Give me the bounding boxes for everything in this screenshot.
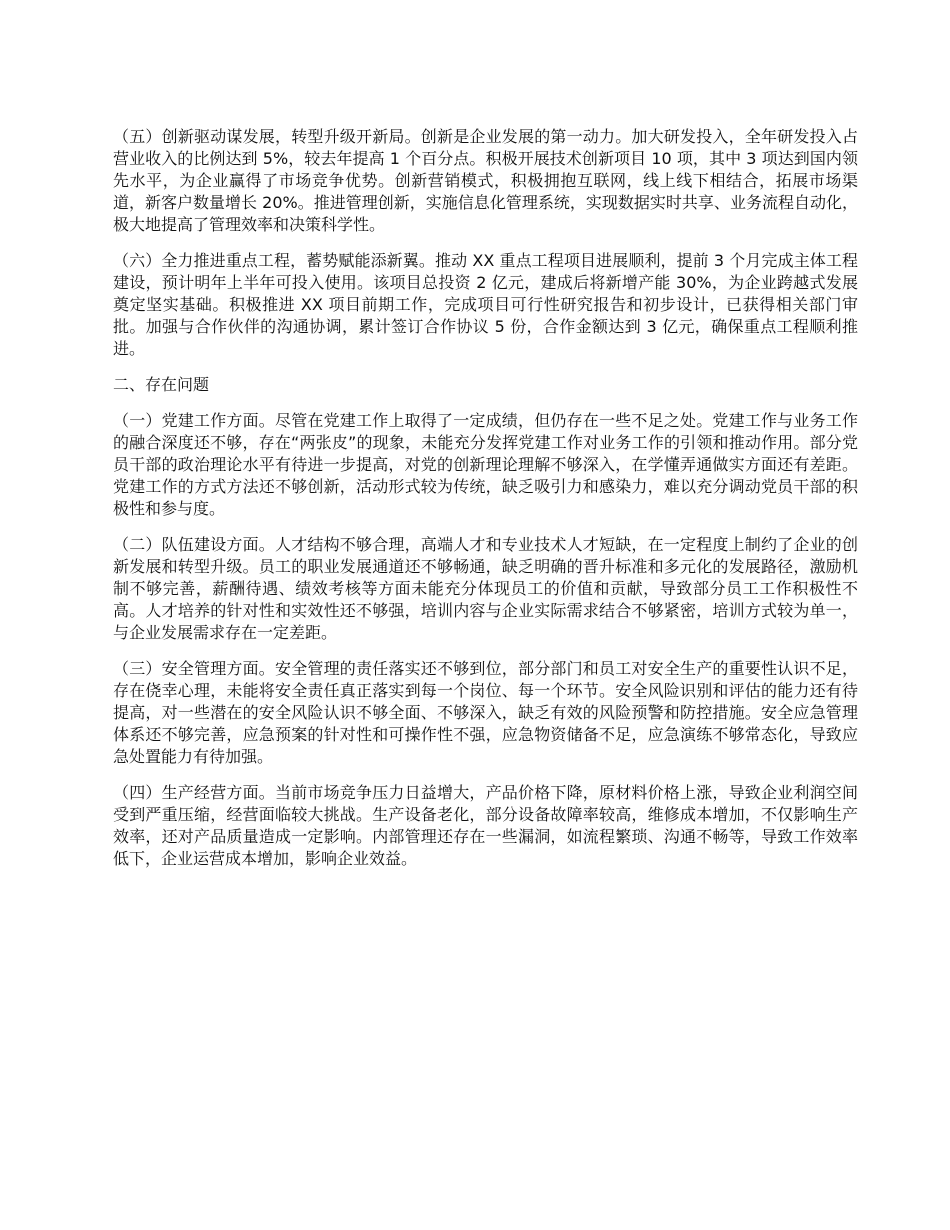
- document-page: [113, 126, 858, 884]
- paragraph-innovation: （五）创新驱动谋发展，转型升级开新局。创新是企业发展的第一动力。加大研发投入，全年研发投入占营业收入的比例达到 5%，较去年提高 1 个百分点。积极开展技术创新项目 10 项，其中 3 项达到国内领先水平，为企业赢得了市场竞争优势。创新营销模式，积极拥抱互联网，线上线下相结合，拓展市场渠道，新客户数量增长 20%。推进管理创新，实施信息化管理系统，实现数据实时共享、业务流程自动化，极大地提高了管理效率和决策科学性。: [113, 127, 858, 234]
- paragraph-production-operations: （四）生产经营方面。当前市场竞争压力日益增大，产品价格下降，原材料价格上涨，导致企业利润空间受到严重压缩，经营面临较大挑战。生产设备老化，部分设备故障率较高，维修成本增加，不仅影响生产效率，还对产品质量造成一定影响。内部管理还存在一些漏洞，如流程繁琐、沟通不畅等，导致工作效率低下，企业运营成本增加，影响企业效益。: [113, 783, 858, 868]
- paragraph-team-building: （二）队伍建设方面。人才结构不够合理，高端人才和专业技术人才短缺，在一定程度上制约了企业的创新发展和转型升级。员工的职业发展通道还不够畅通，缺乏明确的晋升标准和多元化的发展路径，激励机制不够完善，薪酬待遇、绩效考核等方面未能充分体现员工的价值和贡献，导致部分员工工作积极性不高。人才培养的针对性和实效性还不够强，培训内容与企业实际需求结合不够紧密，培训方式较为单一，与企业发展需求存在一定差距。: [113, 535, 858, 642]
- paragraph-party-building: （一）党建工作方面。尽管在党建工作上取得了一定成绩，但仍存在一些不足之处。党建工作与业务工作的融合深度还不够，存在“两张皮”的现象，未能充分发挥党建工作对业务工作的引领和推动作用。部分党员干部的政治理论水平有待进一步提高，对党的创新理论理解不够深入，在学懂弄通做实方面还有差距。党建工作的方式方法还不够创新，活动形式较为传统，缺乏吸引力和感染力，难以充分调动党员干部的积极性和参与度。: [113, 411, 858, 518]
- paragraph-safety-management: （三）安全管理方面。安全管理的责任落实还不够到位，部分部门和员工对安全生产的重要性认识不足，存在侥幸心理，未能将安全责任真正落实到每一个岗位、每一个环节。安全风险识别和评估的能力还有待提高，对一些潜在的安全风险认识不够全面、不够深入，缺乏有效的风险预警和防控措施。安全应急管理体系还不够完善，应急预案的针对性和可操作性不强，应急物资储备不足，应急演练不够常态化，导致应急处置能力有待加强。: [113, 659, 858, 766]
- section-heading-problems: 二、存在问题: [113, 375, 210, 394]
- paragraph-key-projects: （六）全力推进重点工程，蓄势赋能添新翼。推动 XX 重点工程项目进展顺利，提前 3 个月完成主体工程建设，预计明年上半年可投入使用。该项目总投资 2 亿元，建成后将新增产能 30%，为企业跨越式发展奠定坚实基础。积极推进 XX 项目前期工作，完成项目可行性研究报告和初步设计，已获得相关部门审批。加强与合作伙伴的沟通协调，累计签订合作协议 5 份，合作金额达到 3 亿元，确保重点工程顺利推进。: [113, 251, 858, 358]
